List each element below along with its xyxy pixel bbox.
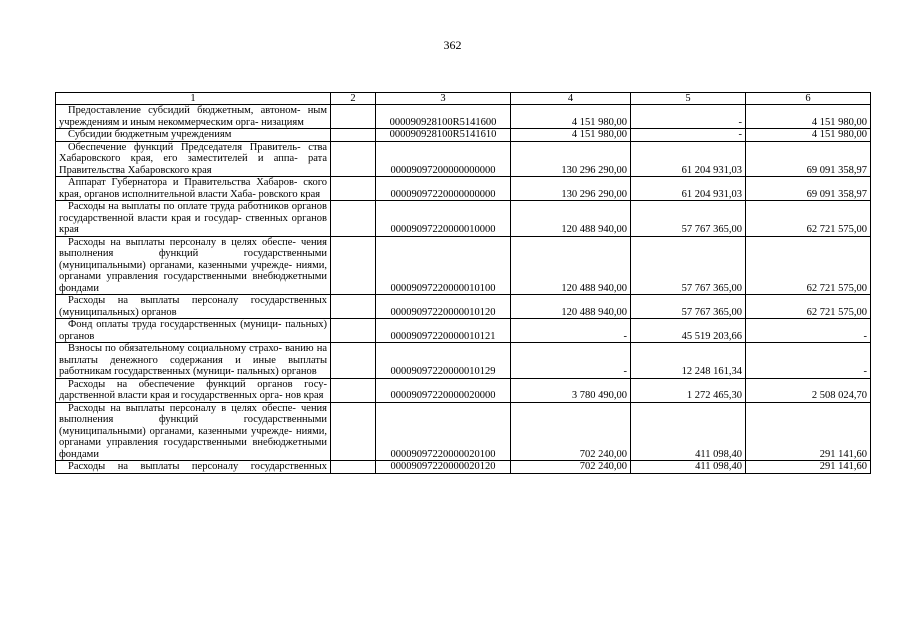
description-line: Предоставление субсидий бюджетным, автоном- — [68, 105, 301, 116]
description-line: Обеспечение функций Председателя Правитель- — [68, 141, 301, 153]
table-row — [56, 236, 871, 295]
amount-col4-cell: 702 240,00 — [511, 402, 631, 461]
amount-col4-cell: 3 780 490,00 — [511, 378, 631, 402]
table-row — [56, 461, 871, 474]
description-line: низациям — [261, 116, 304, 128]
column-2-cell — [331, 461, 376, 474]
description-line: Расходы на выплаты персоналу в целях обеспе- — [68, 402, 296, 414]
description-line: ства Хабаровского края, его заместителей и аппа- — [59, 141, 328, 164]
budget-code-cell: 00009097220000010121 — [376, 319, 511, 343]
column-2-cell — [331, 177, 376, 201]
description-line: (муниципальных) органов — [59, 306, 177, 318]
description-line: Расходы на выплаты по оплате труда работников — [68, 201, 289, 212]
budget-code-cell: 00009097220000010000 — [376, 201, 511, 237]
table-row — [56, 105, 871, 129]
budget-code-cell: 000090928100R5141600 — [376, 105, 511, 129]
description-line: Расходы на выплаты персоналу государственных — [68, 295, 327, 306]
row-description — [56, 343, 331, 379]
table-row — [56, 319, 871, 343]
amount-col4-cell: 120 488 940,00 — [511, 236, 631, 295]
column-2-cell — [331, 129, 376, 142]
table-row — [56, 378, 871, 402]
description-line: пальных) органов — [236, 366, 317, 377]
column-header: 5 — [631, 93, 746, 105]
table-row — [56, 129, 871, 142]
description-line: органов государственной власти края и государ- — [59, 201, 328, 224]
column-2-cell — [331, 105, 376, 129]
amount-col4-cell: - — [511, 343, 631, 379]
amount-col5-cell: - — [631, 105, 746, 129]
amount-col6-cell: 291 141,60 — [746, 461, 871, 474]
column-header: 3 — [376, 93, 511, 105]
budget-code-cell: 00009097220000010129 — [376, 343, 511, 379]
amount-col4-cell: 120 488 940,00 — [511, 295, 631, 319]
amount-col5-cell: 411 098,40 — [631, 461, 746, 474]
description-line: внебюджетными фондами — [59, 271, 327, 294]
page-number: 362 — [443, 38, 462, 52]
amount-col6-cell: 4 151 980,00 — [746, 105, 871, 129]
column-2-cell — [331, 402, 376, 461]
table-row — [56, 201, 871, 237]
amount-col5-cell: 57 767 365,00 — [631, 201, 746, 237]
row-description — [56, 378, 331, 402]
budget-table — [55, 92, 871, 474]
table-row — [56, 177, 871, 201]
amount-col6-cell: 62 721 575,00 — [746, 295, 871, 319]
description-line: (муниципальными) органами, казенными учрежде- — [59, 425, 293, 437]
row-description — [56, 177, 331, 201]
table-row — [56, 343, 871, 379]
budget-code-cell: 00009097220000020000 — [376, 378, 511, 402]
description-line: ным учреждениям и иным некоммерческим орга- — [59, 105, 328, 128]
amount-col6-cell: 291 141,60 — [746, 402, 871, 461]
description-line: Аппарат Губернатора и Правительства Хабаров- — [68, 177, 298, 188]
amount-col6-cell: 62 721 575,00 — [746, 236, 871, 295]
table-row — [56, 141, 871, 177]
row-description — [56, 236, 331, 295]
description-line: ровского края — [258, 188, 321, 200]
description-line: внебюджетными фондами — [59, 437, 327, 460]
column-2-cell — [331, 141, 376, 177]
amount-col6-cell: 62 721 575,00 — [746, 201, 871, 237]
description-line: ванию на выплаты денежного содержания и иные — [59, 343, 327, 366]
description-line: дарственной власти края и государственных орга- — [59, 390, 283, 401]
amount-col4-cell: 4 151 980,00 — [511, 105, 631, 129]
description-line: ниями, органами управления государственными — [59, 425, 328, 448]
description-line: ниями, органами управления государственными — [59, 259, 328, 282]
amount-col6-cell: - — [746, 343, 871, 379]
budget-code-cell: 00009097220000020120 — [376, 461, 511, 474]
table-header-row — [56, 93, 871, 105]
description-line: Взносы по обязательному социальному страхо- — [68, 343, 283, 354]
amount-col4-cell: 702 240,00 — [511, 461, 631, 474]
description-line: Расходы на выплаты персоналу в целях обеспе- — [68, 236, 296, 248]
amount-col5-cell: 61 204 931,03 — [631, 177, 746, 201]
budget-code-cell: 00009097200000000000 — [376, 141, 511, 177]
amount-col5-cell: 45 519 203,66 — [631, 319, 746, 343]
description-line: нов края — [285, 390, 324, 401]
amount-col4-cell: 130 296 290,00 — [511, 177, 631, 201]
table-row — [56, 402, 871, 461]
description-line: ского края, органов исполнительной власти Хаба- — [59, 177, 328, 200]
amount-col6-cell: 2 508 024,70 — [746, 378, 871, 402]
row-description — [56, 402, 331, 461]
amount-col5-cell: 12 248 161,34 — [631, 343, 746, 379]
budget-code-cell: 00009097220000010100 — [376, 236, 511, 295]
row-description — [56, 295, 331, 319]
row-description — [56, 461, 331, 474]
amount-col5-cell: 411 098,40 — [631, 402, 746, 461]
row-description — [56, 129, 331, 142]
description-line: Расходы на выплаты персоналу государственных — [68, 461, 327, 472]
column-header: 6 — [746, 93, 871, 105]
column-2-cell — [331, 201, 376, 237]
amount-col4-cell: 120 488 940,00 — [511, 201, 631, 237]
amount-col4-cell: 130 296 290,00 — [511, 141, 631, 177]
amount-col6-cell: 69 091 358,97 — [746, 177, 871, 201]
column-2-cell — [331, 319, 376, 343]
amount-col6-cell: - — [746, 319, 871, 343]
table-body — [56, 93, 871, 474]
column-header: 1 — [56, 93, 331, 105]
budget-code-cell: 000090928100R5141610 — [376, 129, 511, 142]
column-2-cell — [331, 343, 376, 379]
amount-col6-cell: 69 091 358,97 — [746, 141, 871, 177]
column-2-cell — [331, 295, 376, 319]
description-line: (муниципальными) органами, казенными учрежде- — [59, 259, 293, 271]
row-description — [56, 201, 331, 237]
description-line: чения выполнения функций государственными — [59, 236, 328, 259]
row-description — [56, 319, 331, 343]
amount-col5-cell: 57 767 365,00 — [631, 295, 746, 319]
column-header: 2 — [331, 93, 376, 105]
amount-col5-cell: 1 272 465,30 — [631, 378, 746, 402]
description-line: чения выполнения функций государственными — [59, 402, 328, 425]
column-header: 4 — [511, 93, 631, 105]
description-line: рата Правительства Хабаровского края — [59, 153, 327, 176]
description-line: ственных органов края — [59, 212, 327, 235]
amount-col4-cell: 4 151 980,00 — [511, 129, 631, 142]
amount-col5-cell: - — [631, 129, 746, 142]
amount-col4-cell: - — [511, 319, 631, 343]
table-row — [56, 295, 871, 319]
row-description — [56, 105, 331, 129]
column-2-cell — [331, 236, 376, 295]
amount-col6-cell: 4 151 980,00 — [746, 129, 871, 142]
column-2-cell — [331, 378, 376, 402]
budget-code-cell: 00009097220000010120 — [376, 295, 511, 319]
amount-col5-cell: 57 767 365,00 — [631, 236, 746, 295]
description-line: выплаты работникам государственных (муници- — [59, 354, 327, 377]
description-line: пальных) органов — [59, 319, 328, 342]
budget-code-cell: 00009097220000000000 — [376, 177, 511, 201]
description-line: Фонд оплаты труда государственных (муници- — [68, 319, 282, 330]
description-line: Расходы на обеспечение функций органов госу- — [68, 378, 327, 390]
row-description — [56, 141, 331, 177]
description-line: Субсидии бюджетным учреждениям — [68, 129, 232, 140]
budget-code-cell: 00009097220000020100 — [376, 402, 511, 461]
amount-col5-cell: 61 204 931,03 — [631, 141, 746, 177]
